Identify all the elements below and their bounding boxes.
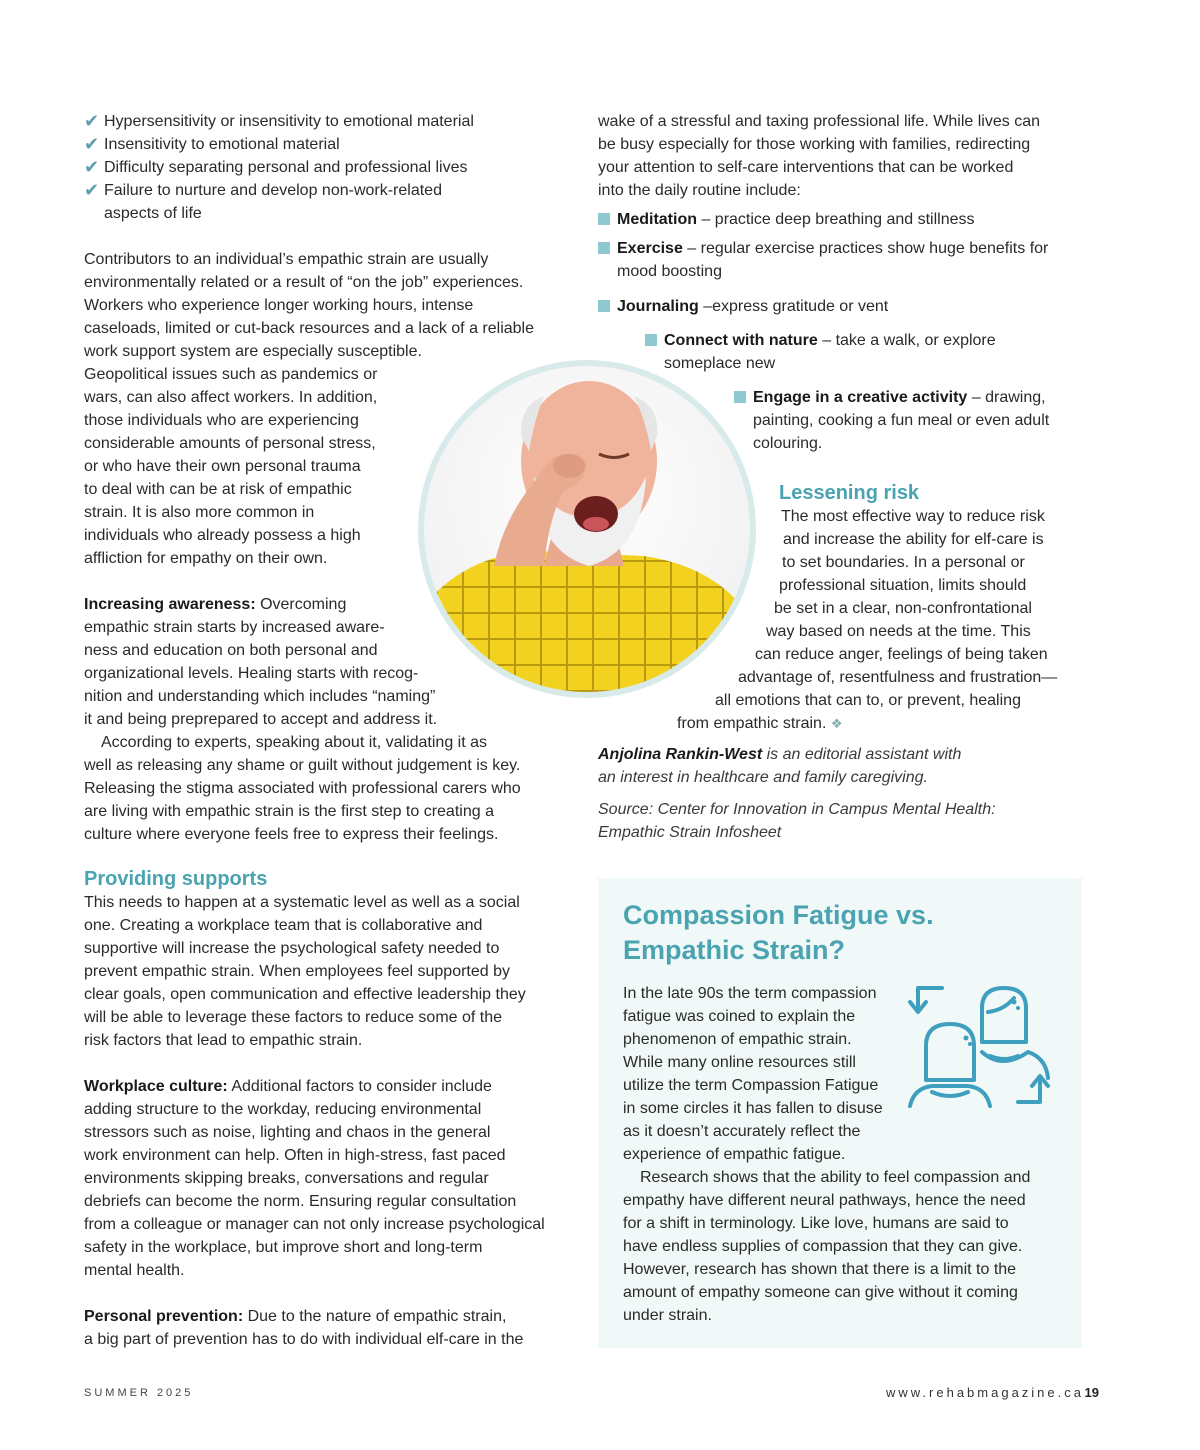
list-item: Meditation – practice deep breathing and stillness [598, 208, 1078, 231]
compassion-fatigue-sidebar [598, 878, 1082, 1348]
sidebar-paragraph-1: In the late 90s the term compassion fatigue was coined to explain the phenomenon of empathic strain. While many online resources still utilize the term Compassion Fatigue in some circles it has fallen to disuse as it doesn’t accurately reflect the experience of empathic fatigue. [623, 985, 883, 1163]
list-item: ✔ Failure to nurture and develop non-work-related aspects of life [84, 180, 442, 222]
checkmark-icon: ✔ [84, 134, 100, 154]
checkmark-icon: ✔ [84, 157, 100, 177]
providing-paragraph: This needs to happen at a systematic level as well as a social one. Creating a workplace team that is collaborative and supportive will increase the psychological safety needed to prevent empathic strain. When employees feel supported by clear goals, open communication and effective leadership they will be able to leverage these factors to reduce some of the risk factors that lead to empathic strain. [84, 894, 526, 1049]
selfcare-intro-paragraph: wake of a stressful and taxing professional life. While lives can be busy especially for those working with families, redirecting your attention to self-care interventions that can be worked into the daily routine include: [598, 113, 1040, 199]
end-mark-icon: ❖ [830, 716, 843, 731]
square-bullet-icon [598, 242, 610, 254]
sidebar-title: Compassion Fatigue vs. Empathic Strain? [623, 900, 934, 965]
experts-paragraph: According to experts, speaking about it, validating it as well as releasing any shame or guilt without judgement is key. Releasing the stigma associated with professional carers who are living with empathic strain is the first step to creating a culture where everyone feels free to express their feelings. [84, 734, 521, 843]
square-bullet-icon [598, 213, 610, 225]
awareness-paragraph: Increasing awareness: Overcoming empathic strain starts by increased aware- ness and education on both personal and organizational levels. Healing starts with recog- nition and understanding which includes “naming” it and being preprepared to accept and address it. [84, 596, 438, 728]
contributors-paragraph: Contributors to an individual’s empathic strain are usually environmentally related or a result of “on the job” experiences. Workers who experience longer working hours, intense caseloads, limited or cut-back resources and a lack of a reliable work support system are especially susceptible. Geopolitical issues such as pandemics or wars, can also affect workers. In addition, those individuals who are experiencing considerable amounts of personal stress, or who have their own personal trauma to deal with can be at risk of empathic strain. It is also more common in individuals who already possess a high affliction for empathy on their own. [84, 251, 534, 567]
awareness-label: Increasing awareness: [84, 596, 256, 613]
checkmark-icon: ✔ [84, 180, 100, 200]
workplace-paragraph: Workplace culture: Additional factors to consider include adding structure to the workday, reducing environmental stressors such as noise, lighting and chaos in the general work environment can help. Often in high-stress, fast paced environments skipping breaks, conversations and regular debriefs can become the norm. Ensuring regular consultation from a colleague or manager can not only increase psychological safety in the workplace, but improve short and long-term mental health. [84, 1078, 545, 1279]
list-item: Exercise – regular exercise practices show huge benefits for mood boosting [598, 237, 1057, 283]
source-note: Source: Center for Innovation in Campus Mental Health: Empathic Strain Infosheet [598, 801, 996, 841]
list-item: ✔ Difficulty separating personal and professional lives [84, 157, 468, 177]
square-bullet-icon [645, 334, 657, 346]
lessening-paragraph: The most effective way to reduce risk and increase the ability for elf-care is to set boundaries. In a personal or professional situation, limits should be set in a clear, non-confrontational way based on needs at the time. This can reduce anger, feelings of being taken advantage of, resentfulness and frustration— all emotions that can to, or prevent, healing from empathic strain. ❖ [677, 508, 1058, 732]
list-item: Journaling –express gratitude or vent [598, 295, 1078, 318]
list-item: Engage in a creative activity – drawing, painting, cooking a fun meal or even adult colouring. [734, 386, 1073, 455]
right-column [598, 110, 1078, 844]
lessening-risk-heading: Lessening risk [779, 482, 920, 504]
issue-label: SUMMER 2025 [84, 1387, 194, 1399]
website-label: www.rehabmagazine.ca [885, 1385, 1084, 1400]
sidebar-paragraph-2: Research shows that the ability to feel compassion and empathy have different neural pathways, hence the need for a shift in terminology. Like love, humans are said to have endless supplies of compassion that they can give. However, research has shown that there is a limit to the amount of empathy someone can give without it coming under strain. [623, 1169, 1031, 1324]
people-swap-icon [906, 982, 1052, 1108]
square-bullet-icon [734, 391, 746, 403]
selfcare-list [598, 208, 1078, 455]
checkmark-icon: ✔ [84, 111, 100, 131]
page-number: 19 [1084, 1385, 1099, 1400]
list-item: ✔ Insensitivity to emotional material [84, 134, 340, 154]
list-item: Connect with nature – take a walk, or explore someplace new [645, 329, 1024, 375]
personal-prevention-paragraph: Personal prevention: Due to the nature of empathic strain, a big part of prevention has to do with individual elf-care in the [84, 1308, 524, 1348]
square-bullet-icon [598, 300, 610, 312]
list-item: ✔ Hypersensitivity or insensitivity to emotional material [84, 111, 474, 131]
personal-prevention-label: Personal prevention: [84, 1308, 244, 1325]
providing-supports-heading: Providing supports [84, 868, 268, 890]
symptom-checklist [84, 110, 574, 225]
workplace-label: Workplace culture: [84, 1078, 228, 1095]
author-byline: Anjolina Rankin-West is an editorial assistant with an interest in healthcare and family caregiving. [598, 746, 962, 786]
left-column [84, 110, 574, 1351]
